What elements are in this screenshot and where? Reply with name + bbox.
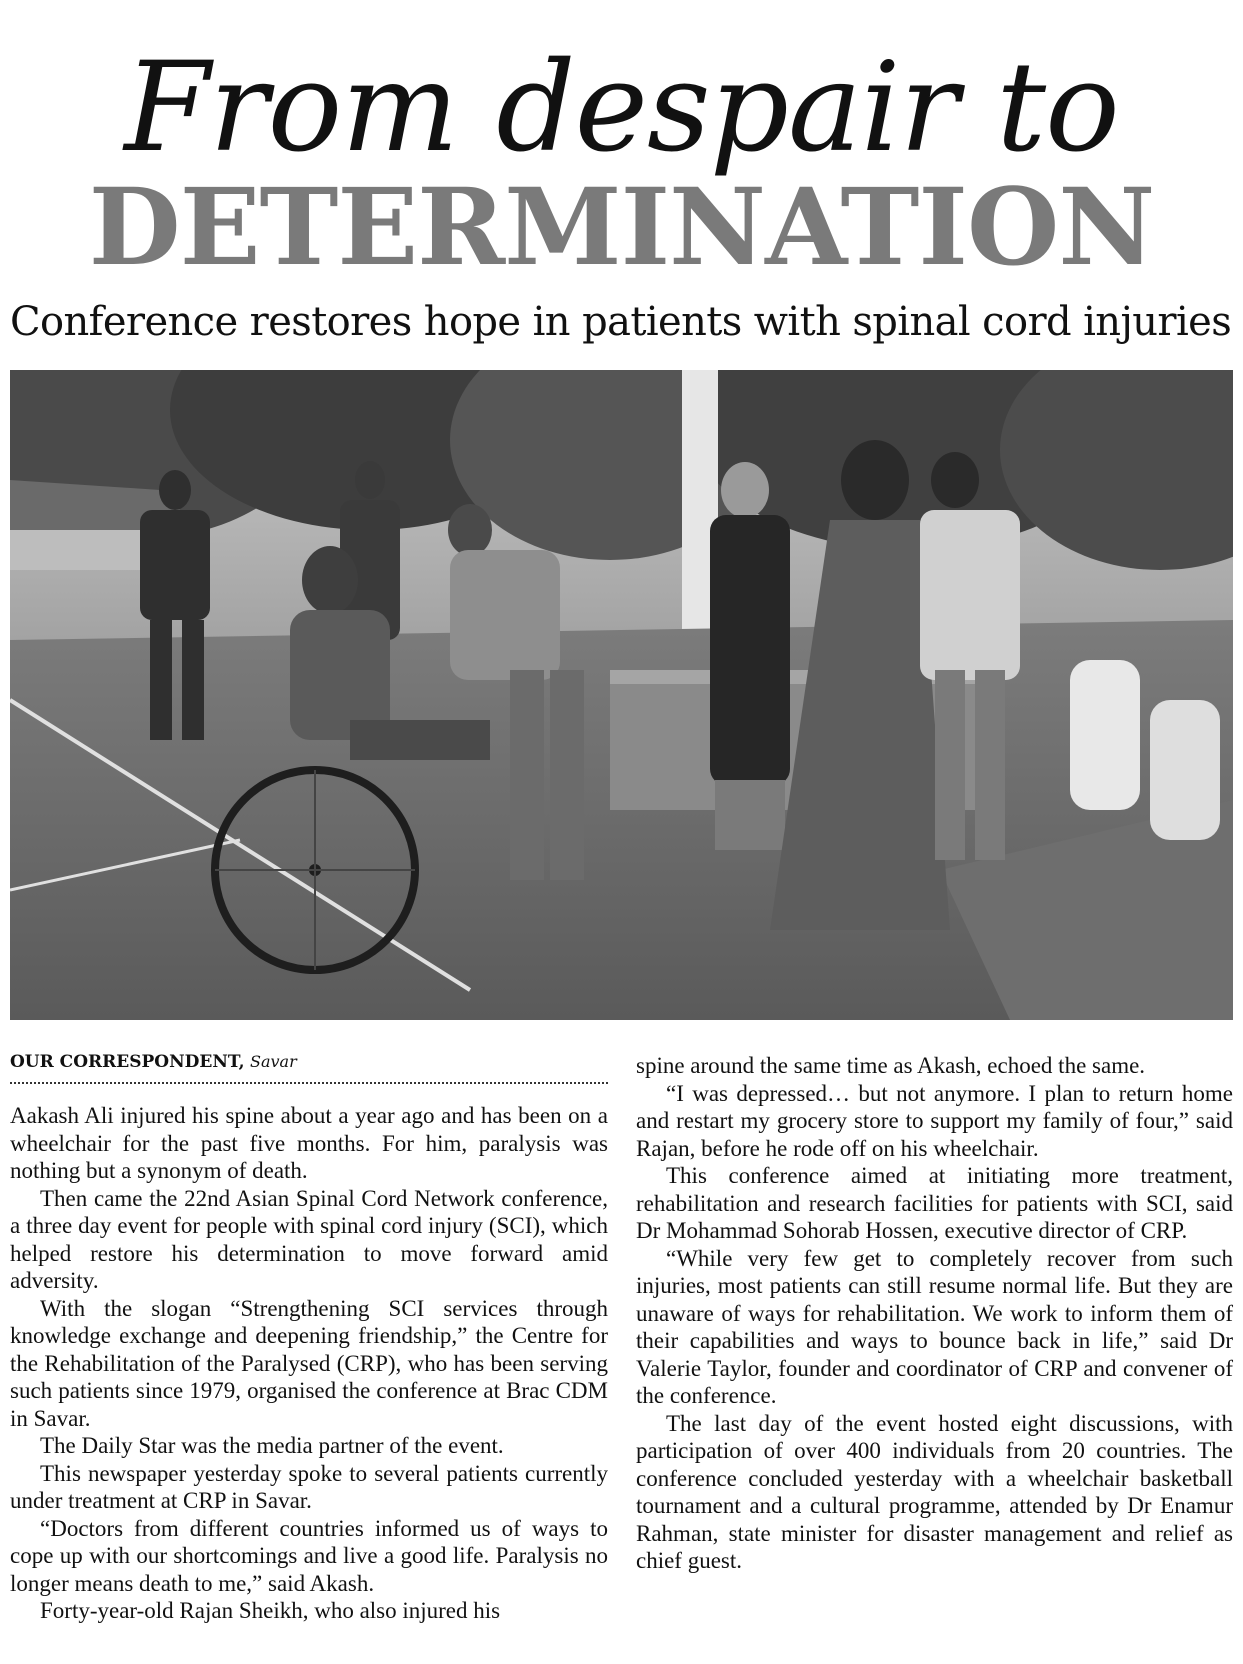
article-column-right xyxy=(636,1052,1233,1575)
article-column-left xyxy=(10,1102,608,1625)
paragraph: spine around the same time as Akash, echoed the same. xyxy=(636,1053,1146,1078)
paragraph: This conference aimed at initiating more treatment, rehabilitation and research facilities for patients with SCI, said Dr Mohammad Sohorab Hossen, executive director of CRP. xyxy=(636,1163,1233,1243)
paragraph: “Doctors from different countries informed us of ways to cope up with our shortcomings and live a good life. Paralysis no longer means death to me,” said Akash. xyxy=(10,1515,608,1596)
paragraph: The last day of the event hosted eight discussions, with participation of over 400 individuals from 20 countries. The conference concluded yesterday with a wheelchair basketball tournament and a cultural programme, attended by Dr Enamur Rahman, state minister for disaster management and relief as chief guest. xyxy=(636,1410,1233,1573)
paragraph: Forty-year-old Rajan Sheikh, who also injured his xyxy=(40,1598,501,1623)
paragraph: “While very few get to completely recover from such injuries, most patients can still resume normal life. But they are unaware of ways for rehabilitation. We work to inform them of their capabilities and ways to bounce back in life,” said Dr Valerie Taylor, founder and coordinator of CRP and convener of the conference. xyxy=(636,1245,1233,1408)
paragraph: This newspaper yesterday spoke to several patients currently under treatment at CRP in Savar. xyxy=(10,1460,608,1513)
paragraph: Aakash Ali injured his spine about a year ago and has been on a wheelchair for the past five months. For him, paralysis was nothing but a synonym of death. xyxy=(10,1103,608,1183)
headline-line-2: DETERMINATION xyxy=(88,164,1155,289)
paragraph: With the slogan “Strengthening SCI services through knowledge exchange and deepening friendship,” the Centre for the Rehabilitation of the Paralysed (CRP), who has been serving such patients since 1979, organised the conference at Brac CDM in Savar. xyxy=(10,1295,608,1431)
byline-author: OUR CORRESPONDENT, xyxy=(10,1052,245,1072)
byline xyxy=(10,1050,608,1084)
paragraph: Then came the 22nd Asian Spinal Cord Network conference, a three day event for people with spinal cord injury (SCI), which helped restore his determination to move forward amid adversity. xyxy=(10,1185,608,1293)
headline-line-1: From despair to xyxy=(124,36,1119,180)
paragraph: “I was depressed… but not anymore. I plan to return home and restart my grocery store to support my family of four,” said Rajan, before he rode off on his wheelchair. xyxy=(636,1080,1233,1161)
byline-location: Savar xyxy=(250,1052,297,1071)
news-photo xyxy=(10,370,1233,1020)
paragraph: The Daily Star was the media partner of the event. xyxy=(40,1433,504,1458)
subheadline: Conference restores hope in patients with spinal cord injuries xyxy=(10,299,1232,345)
